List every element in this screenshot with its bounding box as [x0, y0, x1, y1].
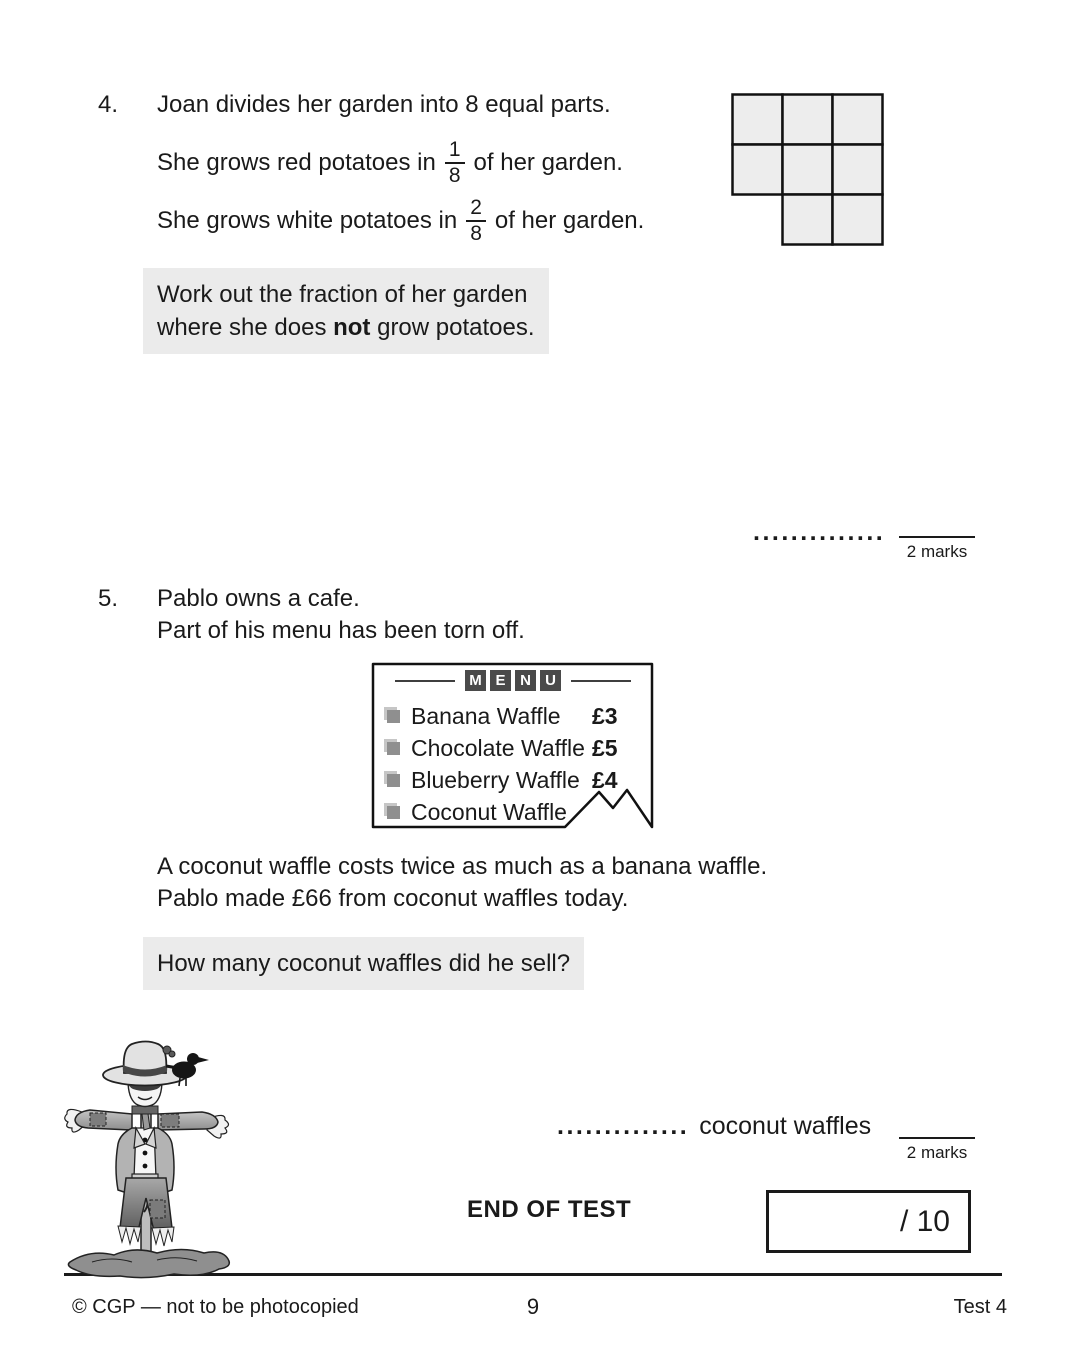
question-4-number: 4. [98, 91, 119, 118]
fraction-denominator: 8 [445, 162, 465, 188]
menu-item-row [371, 732, 655, 764]
menu-items [371, 700, 655, 828]
menu-item-name: Blueberry Waffle [411, 766, 580, 793]
fraction-numerator: 1 [448, 138, 461, 162]
question-5-number: 5. [98, 585, 119, 612]
end-of-test-label: END OF TEST [467, 1196, 632, 1223]
q5-task-line: How many coconut waffles did he sell? [157, 950, 571, 977]
answer-dots: .............. [557, 1112, 690, 1140]
menu-letter-tile: M [465, 670, 486, 691]
q4-line2-post: of her garden. [473, 149, 623, 176]
fraction-numerator: 2 [470, 196, 482, 220]
question-5-para-1: A coconut waffle costs twice as much as a banana waffle. [157, 853, 768, 880]
waffle-bullet-icon [387, 710, 400, 723]
q4-line3-pre: She grows white potatoes in [157, 207, 458, 234]
q4-line2-pre: She grows red potatoes in [157, 149, 436, 176]
garden-grid-diagram [731, 93, 884, 246]
menu-item-row [371, 796, 655, 828]
question-4-marks [899, 536, 975, 562]
score-out-of-label: / 10 [899, 1205, 950, 1238]
menu-letter-tile: E [490, 670, 511, 691]
menu-title-right-rule [571, 680, 631, 682]
marks-label: 2 marks [906, 1143, 968, 1162]
q4-task-line-1: Work out the fraction of her garden [157, 281, 528, 308]
menu-card [371, 662, 655, 832]
menu-title [371, 670, 655, 691]
menu-title-left-rule [395, 680, 455, 682]
question-4-line-2 [157, 134, 623, 192]
question-4-task-box [143, 268, 549, 354]
menu-item-price: £4 [592, 766, 618, 793]
menu-item-row [371, 700, 655, 732]
scarecrow-illustration [62, 1036, 234, 1284]
answer-unit-label: coconut waffles [699, 1112, 872, 1140]
question-4-line-3 [157, 192, 644, 250]
fraction-two-eighths [466, 196, 486, 245]
footer-test-label: Test 4 [953, 1296, 1007, 1318]
menu-letter-tile: U [540, 670, 561, 691]
fraction-denominator: 8 [466, 220, 486, 246]
question-5-answer-line [557, 1112, 871, 1141]
question-5-marks [899, 1137, 975, 1163]
menu-item-name: Coconut Waffle [411, 798, 567, 825]
menu-item-name: Chocolate Waffle [411, 734, 585, 761]
menu-letter-tile: N [515, 670, 536, 691]
question-5-task-box [143, 937, 584, 990]
marks-label: 2 marks [906, 542, 968, 561]
question-4-line-1: Joan divides her garden into 8 equal parts. [157, 91, 611, 118]
menu-item-name: Banana Waffle [411, 702, 561, 729]
question-5-line-1: Pablo owns a cafe. [157, 585, 360, 612]
question-5-para-2: Pablo made £66 from coconut waffles today. [157, 885, 629, 912]
waffle-bullet-icon [387, 806, 400, 819]
waffle-bullet-icon [387, 774, 400, 787]
fraction-one-eighth [445, 138, 465, 187]
score-box [766, 1190, 971, 1253]
menu-item-row [371, 764, 655, 796]
menu-item-price: £5 [592, 734, 618, 761]
menu-item-price: £3 [592, 702, 618, 729]
q4-line3-post: of her garden. [494, 207, 645, 234]
footer-page-number: 9 [526, 1294, 540, 1319]
question-4-answer-line: .............. [753, 518, 886, 546]
waffle-bullet-icon [387, 742, 400, 755]
q4-task-line-2: where she does not grow potatoes. [157, 314, 535, 341]
footer-copyright: © CGP — not to be photocopied [72, 1296, 359, 1318]
q4-task-bold-word: not [333, 314, 371, 341]
question-5-line-2: Part of his menu has been torn off. [157, 617, 525, 644]
